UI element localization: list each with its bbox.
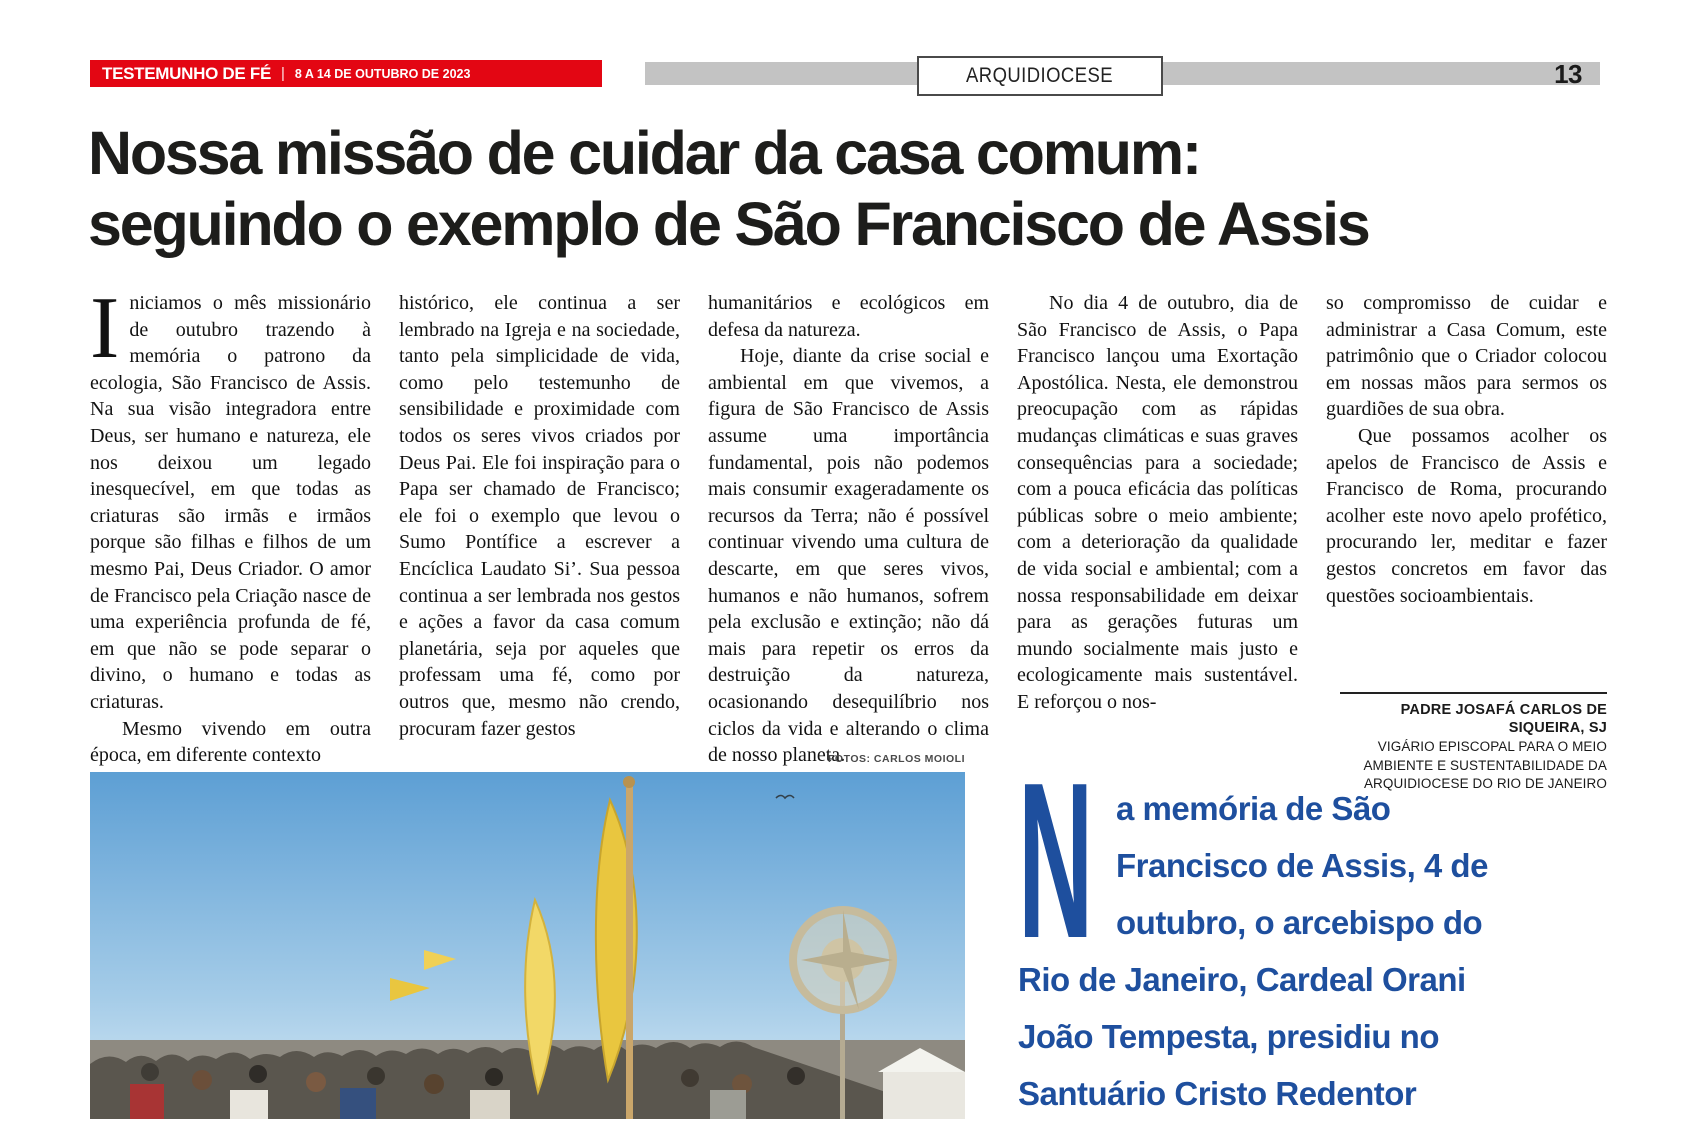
article-column-1	[90, 290, 371, 773]
caption-line-1: a memória de São	[1116, 790, 1391, 827]
paragraph-text: niciamos o mês missionário de outubro trazendo à memória o patrono da ecologia, São Francisco de Assis. Na sua visão integradora entre Deus, ser humano e natureza, ele nos deixou um legado inesquecível, em que todas as criaturas são irmãs e irmãos porque são filhas e filhos de um mesmo Pai, Deus Criador. O amor de Francisco pela Criação nasce de uma experiência profunda de fé, em que não se pode separar o divino, o humano e todas as criaturas.	[90, 292, 371, 713]
category-box	[917, 56, 1163, 96]
byline-role: VIGÁRIO EPISCOPAL PARA O MEIO AMBIENTE E SUSTENTABILIDADE DA ARQUIDIOCESE DO RIO DE JANEIRO	[1363, 739, 1607, 791]
paragraph	[90, 290, 371, 716]
paragraph: so compromisso de cuidar e administrar a Casa Comum, este patrimônio que o Criador colocou em nossas mãos para sermos os guardiões de sua obra.	[1326, 292, 1607, 421]
section-label: TESTEMUNHO DE FÉ	[102, 63, 271, 83]
section-banner	[90, 60, 602, 87]
article-column-2	[399, 290, 680, 773]
paragraph: Hoje, diante da crise social e ambiental em que vivemos, a figura de São Francisco de Assis assume uma importância fundamental, pois não podemos mais consumir exageradamente os recursos da Terra; não é possível continuar vivendo uma cultura de descarte, em que seres vivos, humanos e não humanos, sofrem pela exclusão e extinção; não dá mais para repetir os erros da destruição da natureza, ocasionando desequilíbrio nos ciclos da vida e alterando o clima de nosso planeta.	[708, 345, 989, 767]
headline-line-2: seguindo o exemplo de São Francisco de Assis	[88, 190, 1369, 258]
byline	[1340, 692, 1607, 794]
paragraph: Que possamos acolher os apelos de Francisco de Assis e Francisco de Roma, procurando acolher este novo apelo profético, procurando ler, meditar e fazer gestos concretos em favor das questões socioambientais.	[1326, 424, 1607, 607]
drop-cap: I	[90, 290, 120, 377]
caption-line-2: Francisco de Assis, 4 de	[1116, 847, 1488, 884]
caption-line-6: Santuário Cristo Redentor	[1018, 1075, 1417, 1112]
page-number: 13	[1554, 59, 1582, 89]
crowd	[90, 1040, 965, 1119]
event-photo	[90, 772, 965, 1119]
date-range: 8 A 14 DE OUTUBRO DE 2023	[294, 66, 471, 81]
headline	[88, 118, 1618, 260]
category-label: ARQUIDIOCESE	[966, 64, 1114, 87]
event-photo-illustration	[90, 772, 965, 1119]
article-column-3	[708, 290, 989, 773]
caption-drop-cap-letter: N	[1018, 737, 1094, 985]
caption-line-5: João Tempesta, presidiu no	[1018, 1018, 1439, 1055]
byline-author: PADRE JOSAFÁ CARLOS DE SIQUEIRA, SJ	[1400, 702, 1607, 736]
paragraph: histórico, ele continua a ser lembrado na Igreja e na sociedade, tanto pela simplicidade de vida, como pelo testemunho de sensibilidade e proximidade com todos os seres vivos criados por Deus Pai. Ele foi inspiração para o Papa ser chamado de Francisco; ele foi o exemplo que levou o Sumo Pontífice a escrever a Encíclica Laudato Si’. Sua pessoa continua a ser lembrada nos gestos e ações a favor da casa comum planetária, seja por aqueles que professam uma fé, como por outros que, mesmo não crendo, procuram fazer gestos	[399, 292, 680, 740]
headline-line-1: Nossa missão de cuidar da casa comum:	[88, 119, 1200, 187]
caption-line-3: outubro, o arcebispo do	[1116, 904, 1483, 941]
caption-line-4: Rio de Janeiro, Cardeal Orani	[1018, 961, 1466, 998]
paragraph: No dia 4 de outubro, dia de São Francisco de Assis, o Papa Francisco lançou uma Exortação Apostólica. Nesta, ele demonstrou preocupação com as rápidas mudanças climáticas e suas graves consequências para a sociedade; com a pouca eficácia das políticas públicas sobre o meio ambiente; com a deterioração da qualidade de vida social e ambiental; com a nossa responsabilidade em deixar para as gerações futuras um mundo socialmente mais justo e ecologicamente mais sustentável. E reforçou o nos-	[1017, 292, 1298, 713]
photo-credit: FOTOS: CARLOS MOIOLI	[828, 753, 965, 765]
caption-drop-cap	[1018, 737, 1116, 985]
article-column-4	[1017, 290, 1298, 773]
paragraph: humanitários e ecológicos em defesa da natureza.	[708, 292, 989, 341]
banner-separator: |	[281, 65, 285, 82]
paragraph: Mesmo vivendo em outra época, em diferente contexto	[90, 717, 371, 767]
